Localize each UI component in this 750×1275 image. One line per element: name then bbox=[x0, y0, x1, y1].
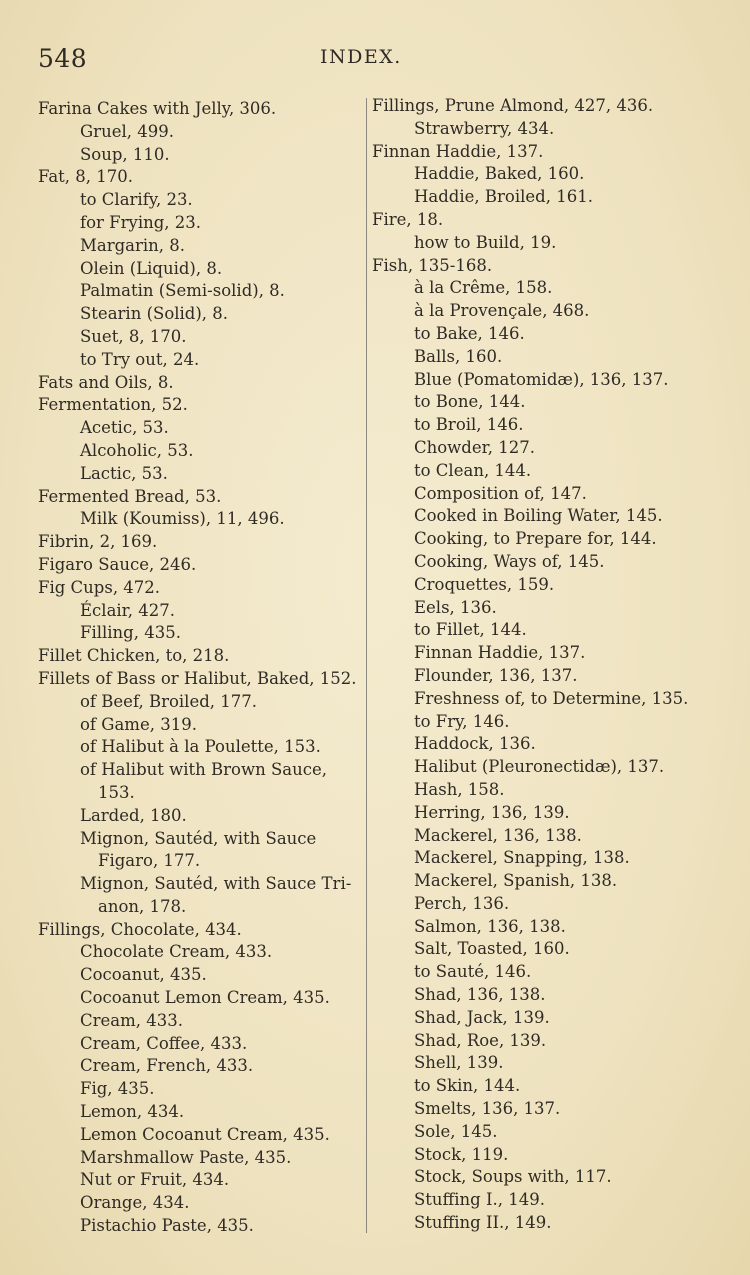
index-subentry: of Halibut with Brown Sauce, bbox=[80, 760, 327, 780]
index-entry: Fermented Bread, 53. bbox=[38, 486, 222, 506]
index-entry: Fig Cups, 472. bbox=[38, 577, 161, 597]
index-subentry: of Beef, Broiled, 177. bbox=[80, 691, 258, 711]
index-subentry: Stock, Soups with, 117. bbox=[414, 1167, 612, 1187]
index-entry: Fillet Chicken, to, 218. bbox=[38, 646, 230, 666]
index-subentry: Stock, 119. bbox=[414, 1144, 509, 1164]
index-subentry: Stuffing I., 149. bbox=[414, 1190, 545, 1210]
index-column-right bbox=[372, 95, 742, 1235]
index-subentry: Éclair, 427. bbox=[80, 600, 175, 620]
index-subentry: Fig, 435. bbox=[80, 1079, 155, 1099]
index-subentry: Haddie, Broiled, 161. bbox=[414, 187, 593, 207]
index-subentry: Pistachio Paste, 435. bbox=[80, 1216, 254, 1236]
index-subentry: Balls, 160. bbox=[414, 346, 503, 366]
index-subentry: to Sauté, 146. bbox=[414, 962, 532, 982]
index-subentry: Shell, 139. bbox=[414, 1053, 504, 1073]
index-subentry: Hash, 158. bbox=[414, 779, 505, 799]
index-subentry: to Fry, 146. bbox=[414, 711, 510, 731]
index-subentry: Sole, 145. bbox=[414, 1121, 498, 1141]
index-subentry: Margarin, 8. bbox=[80, 235, 186, 255]
index-subentry: Cooked in Boiling Water, 145. bbox=[414, 506, 663, 526]
index-subentry: Alcoholic, 53. bbox=[80, 440, 194, 460]
index-subentry: Cooking, to Prepare for, 144. bbox=[414, 529, 657, 549]
index-subentry: Shad, 136, 138. bbox=[414, 985, 546, 1005]
index-subentry: of Game, 319. bbox=[80, 714, 197, 734]
index-subentry: Croquettes, 159. bbox=[414, 574, 555, 594]
index-subentry: Haddie, Baked, 160. bbox=[414, 164, 585, 184]
index-column-left bbox=[38, 98, 368, 1238]
index-entry: Fat, 8, 170. bbox=[38, 167, 134, 187]
index-subentry: Herring, 136, 139. bbox=[414, 802, 570, 822]
index-subentry: Stuffing II., 149. bbox=[414, 1213, 552, 1233]
index-subentry: Suet, 8, 170. bbox=[80, 326, 187, 346]
index-subentry: to Clarify, 23. bbox=[80, 190, 193, 210]
index-subentry: Lemon, 434. bbox=[80, 1102, 185, 1122]
index-subentry: Orange, 434. bbox=[80, 1193, 190, 1213]
index-subentry: Cooking, Ways of, 145. bbox=[414, 551, 605, 571]
index-subentry: Freshness of, to Determine, 135. bbox=[414, 688, 689, 708]
column-divider bbox=[366, 98, 367, 1233]
index-subentry: of Halibut à la Poulette, 153. bbox=[80, 737, 321, 757]
index-subentry: Mackerel, Snapping, 138. bbox=[414, 848, 630, 868]
index-subentry: Mackerel, Spanish, 138. bbox=[414, 871, 618, 891]
index-subentry: Composition of, 147. bbox=[414, 483, 587, 503]
index-subentry: Cocoanut Lemon Cream, 435. bbox=[80, 988, 330, 1008]
index-entry: Fish, 135-168. bbox=[372, 255, 493, 275]
index-subentry: Chocolate Cream, 433. bbox=[80, 942, 273, 962]
index-subentry: Milk (Koumiss), 11, 496. bbox=[80, 509, 285, 529]
index-subentry: Olein (Liquid), 8. bbox=[80, 258, 223, 278]
index-subentry: à la Crême, 158. bbox=[414, 278, 553, 298]
index-subentry: Acetic, 53. bbox=[80, 418, 169, 438]
index-entry: Finnan Haddie, 137. bbox=[372, 141, 544, 161]
index-subentry: à la Provençale, 468. bbox=[414, 301, 590, 321]
index-subentry: Salmon, 136, 138. bbox=[414, 916, 566, 936]
index-subentry: Salt, Toasted, 160. bbox=[414, 939, 570, 959]
index-subentry: Marshmallow Paste, 435. bbox=[80, 1147, 292, 1167]
index-entry: Figaro Sauce, 246. bbox=[38, 554, 197, 574]
index-subentry: Cocoanut, 435. bbox=[80, 965, 207, 985]
index-subentry: Cream, Coffee, 433. bbox=[80, 1033, 248, 1053]
index-subentry: Eels, 136. bbox=[414, 597, 497, 617]
index-entry: Farina Cakes with Jelly, 306. bbox=[38, 99, 277, 118]
index-subentry: Cream, 433. bbox=[80, 1010, 183, 1030]
index-subentry: Halibut (Pleuronectidæ), 137. bbox=[414, 757, 665, 777]
index-subentry: Larded, 180. bbox=[80, 805, 187, 825]
index-subentry: Gruel, 499. bbox=[80, 121, 174, 141]
index-subentry: Lactic, 53. bbox=[80, 463, 168, 483]
index-subentry: Perch, 136. bbox=[414, 893, 510, 913]
index-subentry: Stearin (Solid), 8. bbox=[80, 304, 229, 324]
index-subentry: Lemon Cocoanut Cream, 435. bbox=[80, 1124, 330, 1144]
index-subentry: Nut or Fruit, 434. bbox=[80, 1170, 230, 1190]
index-subentry: to Skin, 144. bbox=[414, 1076, 521, 1096]
index-entry: Fibrin, 2, 169. bbox=[38, 532, 158, 552]
index-subentry: 153. bbox=[98, 782, 135, 802]
index-subentry: to Bake, 146. bbox=[414, 323, 525, 343]
index-subentry: Mackerel, 136, 138. bbox=[414, 825, 582, 845]
index-entry: Fillets of Bass or Halibut, Baked, 152. bbox=[38, 668, 357, 688]
index-subentry: anon, 178. bbox=[98, 896, 187, 916]
page-number: 548 bbox=[38, 44, 88, 73]
index-subentry: Shad, Roe, 139. bbox=[414, 1030, 547, 1050]
index-subentry: to Clean, 144. bbox=[414, 460, 532, 480]
index-subentry: Filling, 435. bbox=[80, 623, 181, 643]
index-subentry: Soup, 110. bbox=[80, 144, 170, 164]
index-subentry: Chowder, 127. bbox=[414, 437, 535, 457]
index-subentry: Flounder, 136, 137. bbox=[414, 665, 578, 685]
index-subentry: Palmatin (Semi-solid), 8. bbox=[80, 281, 285, 301]
index-subentry: Mignon, Sautéd, with Sauce Tri- bbox=[80, 874, 352, 894]
index-subentry: Shad, Jack, 139. bbox=[414, 1007, 550, 1027]
index-subentry: Mignon, Sautéd, with Sauce bbox=[80, 828, 317, 848]
index-entry: Fermentation, 52. bbox=[38, 395, 188, 415]
index-subentry: Smelts, 136, 137. bbox=[414, 1099, 561, 1119]
index-subentry: Finnan Haddie, 137. bbox=[414, 643, 586, 663]
index-entry: Fillings, Prune Almond, 427, 436. bbox=[372, 96, 654, 115]
index-subentry: Blue (Pomatomidæ), 136, 137. bbox=[414, 369, 669, 389]
page-title: INDEX. bbox=[320, 46, 402, 68]
index-subentry: Figaro, 177. bbox=[98, 851, 201, 871]
index-subentry: to Broil, 146. bbox=[414, 415, 524, 435]
index-subentry: Cream, French, 433. bbox=[80, 1056, 254, 1076]
index-subentry: for Frying, 23. bbox=[80, 212, 202, 232]
index-entry: Fire, 18. bbox=[372, 209, 444, 229]
index-subentry: to Fillet, 144. bbox=[414, 620, 527, 640]
index-subentry: to Try out, 24. bbox=[80, 349, 200, 369]
index-subentry: to Bone, 144. bbox=[414, 392, 526, 412]
index-subentry: Strawberry, 434. bbox=[414, 118, 555, 138]
index-subentry: Haddock, 136. bbox=[414, 734, 536, 754]
index-entry: Fillings, Chocolate, 434. bbox=[38, 919, 242, 939]
index-entry: Fats and Oils, 8. bbox=[38, 372, 174, 392]
index-subentry: how to Build, 19. bbox=[414, 232, 557, 252]
